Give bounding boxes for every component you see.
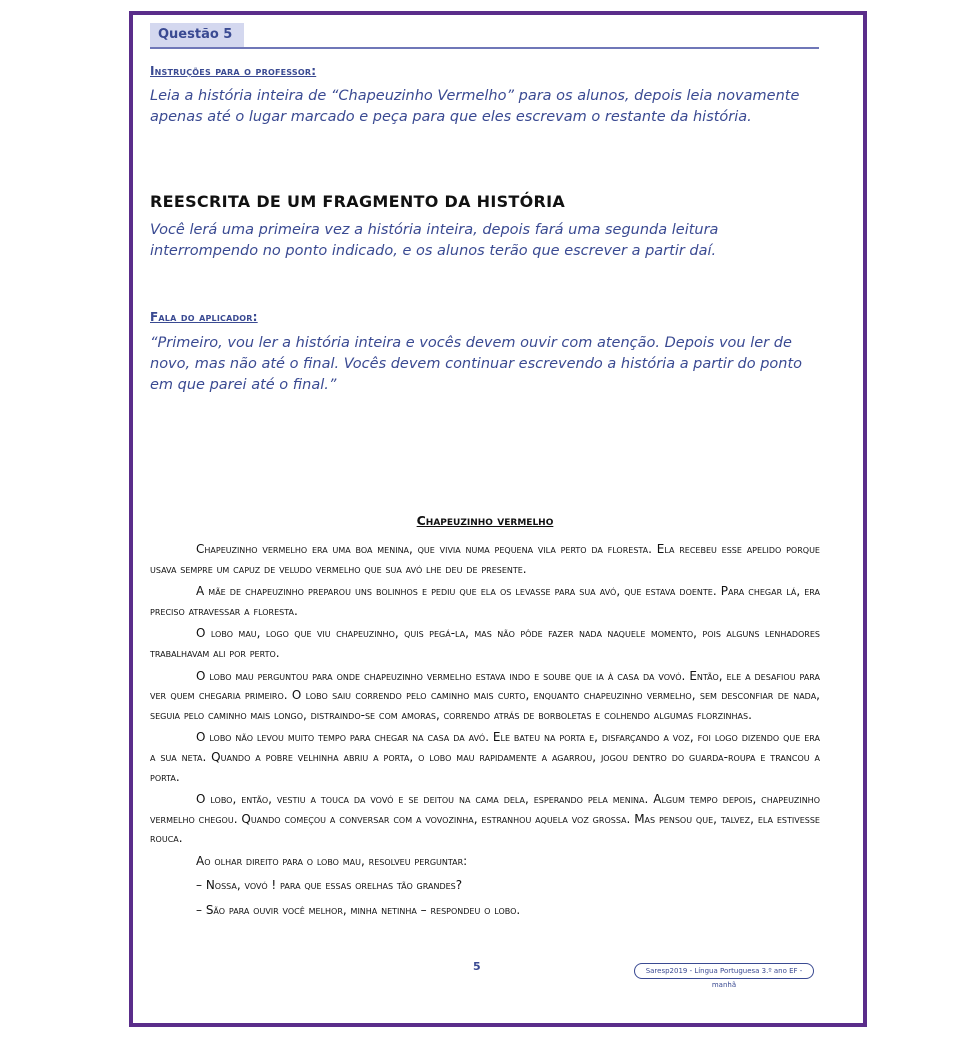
story-paragraph: O lobo mau, logo que viu chapeuzinho, quis pegá-la, mas não pôde fazer nada naquele momento, pois alguns lenhadores trabalhavam ali por perto. — [150, 626, 820, 660]
story-paragraph: O lobo, então, vestiu a touca da vovó e se deitou na cama dela, esperando pela menina. Algum tempo depois, chapeuzinho vermelho chegou. Quando começou a conversar com a vovozinha, estranhou aquela voz grossa. Mas pensou que, talvez, ela estivesse rouca. — [150, 792, 820, 846]
teacher-instructions-text: Leia a história inteira de “Chapeuzinho Vermelho” para os alunos, depois leia novamente apenas até o lugar marcado e peça para que eles escrevam o restante da história. — [150, 88, 800, 125]
story-paragraph: Chapeuzinho vermelho era uma boa menina, que vivia numa pequena vila perto da floresta. Ela recebeu esse apelido porque usava sempre um capuz de veludo vermelho que sua avó lhe deu de presente. — [150, 542, 820, 576]
applicator-speech-text: “Primeiro, vou ler a história inteira e vocês devem ouvir com atenção. Depois vou ler de novo, mas não até o final. Vocês devem continuar escrevendo a história a partir do ponto em que parei até o final.” — [150, 335, 803, 393]
story-dialogue-line: – São para ouvir você melhor, minha netinha – respondeu o lobo. — [196, 903, 521, 918]
rewrite-heading: REESCRITA DE UM FRAGMENTO DA HISTÓRIA — [150, 192, 566, 211]
story-dialogue-line: – Nossa, vovó ! para que essas orelhas tão grandes? — [196, 877, 463, 892]
page-frame — [129, 11, 867, 1027]
story-paragraph: A mãe de chapeuzinho preparou uns bolinhos e pediu que ela os levasse para sua avó, que estava doente. Para chegar lá, era preciso atravessar a floresta. — [150, 584, 820, 618]
story-paragraph: Ao olhar direito para o lobo mau, resolveu perguntar: — [196, 853, 468, 868]
question-header — [150, 23, 819, 49]
teacher-instructions-title: Instruções para o professor: — [150, 64, 317, 78]
story-paragraph: O lobo não levou muito tempo para chegar na casa da avó. Ele bateu na porta e, disfarçando a voz, foi logo dizendo que era a sua neta. Quando a pobre velhinha abriu a porta, o lobo mau rapidamente a agarrou, jogou dentro do guarda-roupa e trancou a porta. — [150, 730, 820, 784]
story-paragraph: O lobo mau perguntou para onde chapeuzinho vermelho estava indo e soube que ia à casa da vovó. Então, ele a desafiou para ver quem chegaria primeiro. O lobo saiu correndo pelo caminho mais curto, enquanto chapeuzinho vermelho, sem desconfiar de nada, seguia pelo caminho mais longo, distraindo-se com amoras, correndo atrás de borboletas e colhendo algumas florzinhas. — [150, 668, 820, 722]
applicator-speech-title: Fala do aplicador: — [150, 310, 258, 324]
rewrite-text: Você lerá uma primeira vez a história inteira, depois fará uma segunda leitura interrompendo no ponto indicado, e os alunos terão que escrever a partir daí. — [150, 222, 719, 259]
story-body — [150, 513, 820, 927]
question-label: Questão 5 — [150, 23, 244, 47]
page-number: 5 — [473, 960, 481, 973]
footer-badge: Saresp2019 - Língua Portuguesa 3.º ano EF - manhã — [634, 963, 814, 979]
story-title: Chapeuzinho vermelho — [416, 513, 554, 528]
